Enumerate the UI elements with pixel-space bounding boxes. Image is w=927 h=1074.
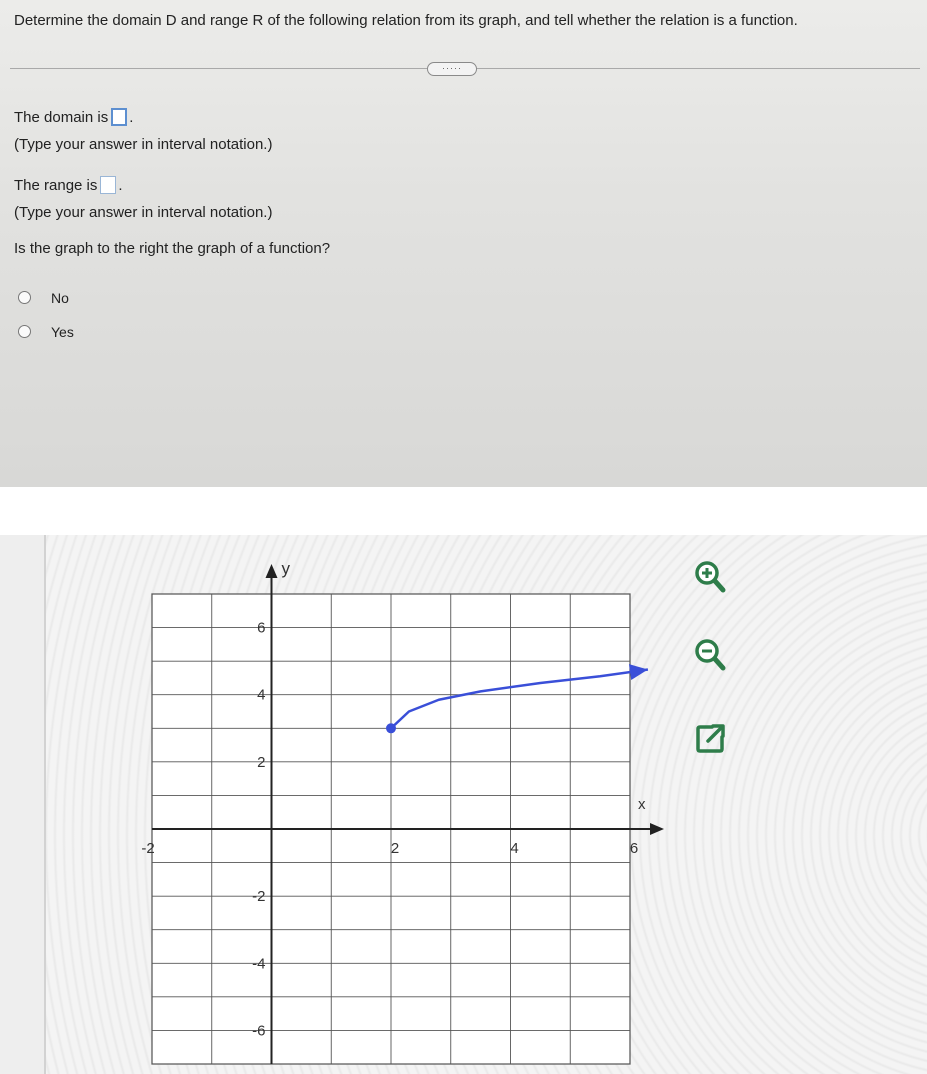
- y-tick-label: 6: [257, 619, 266, 637]
- x-tick-label: 6: [629, 840, 639, 857]
- y-tick-label: 2: [257, 753, 266, 771]
- x-tick-label: 4: [510, 840, 519, 857]
- more-indicator[interactable]: ·····: [427, 62, 477, 76]
- y-axis-arrow: [266, 564, 278, 578]
- zoom-in-icon[interactable]: [690, 557, 730, 597]
- y-tick-label: -6: [252, 1022, 266, 1040]
- curve-start-point: [386, 723, 396, 733]
- domain-period: .: [129, 109, 134, 126]
- zoom-out-icon[interactable]: [690, 635, 730, 675]
- function-question: Is the graph to the right the graph of a function?: [14, 240, 331, 257]
- domain-label: The domain is: [14, 109, 109, 126]
- domain-answer-box[interactable]: [111, 108, 127, 126]
- graph-plot: [0, 535, 927, 1074]
- x-tick-label: 2: [390, 840, 400, 857]
- x-tick-label: -2: [141, 840, 155, 857]
- radio-yes[interactable]: [18, 325, 31, 338]
- x-axis-arrow: [650, 823, 664, 835]
- option-yes-label: Yes: [51, 324, 74, 340]
- radio-no[interactable]: [18, 291, 31, 304]
- range-hint: (Type your answer in interval notation.): [14, 204, 273, 221]
- domain-line: [14, 108, 133, 126]
- range-line: [14, 176, 123, 194]
- y-tick-label: -4: [252, 955, 266, 973]
- option-no-label: No: [51, 290, 69, 306]
- question-prompt: Determine the domain D and range R of the following relation from its graph, and tell whether the relation is a function.: [14, 12, 798, 29]
- y-tick-label: 4: [257, 686, 266, 704]
- question-panel: [0, 0, 927, 487]
- pop-out-icon[interactable]: [690, 719, 730, 759]
- y-axis-label: y: [281, 559, 290, 578]
- range-label: The range is: [14, 177, 98, 194]
- range-answer-box[interactable]: [100, 176, 116, 194]
- y-tick-label: -2: [252, 888, 266, 906]
- option-yes[interactable]: [18, 324, 74, 340]
- graph-panel: [0, 535, 927, 1074]
- x-axis-label: x: [638, 796, 646, 813]
- domain-hint: (Type your answer in interval notation.): [14, 136, 273, 153]
- range-period: .: [118, 177, 123, 194]
- curve-end-arrow: [629, 664, 648, 680]
- option-no[interactable]: [18, 290, 69, 306]
